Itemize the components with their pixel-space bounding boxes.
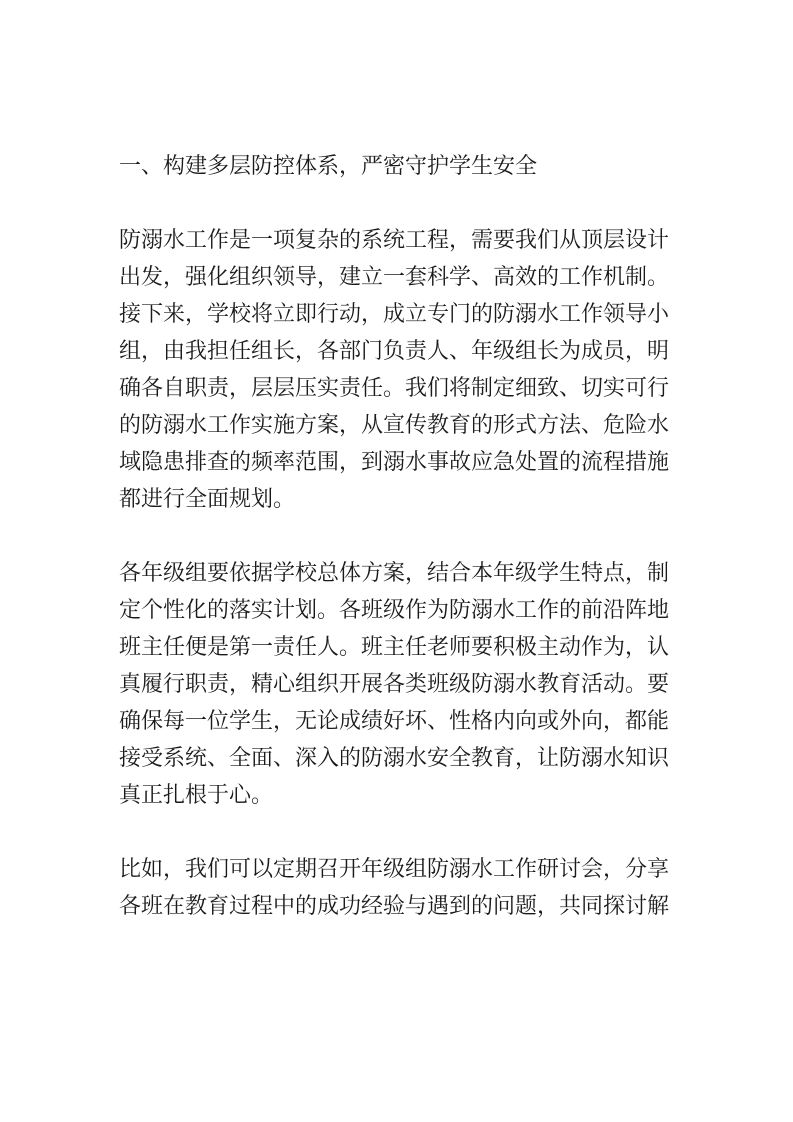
paragraph-line: 各年级组要依据学校总体方案，结合本年级学生特点，制	[119, 561, 670, 586]
paragraph-line: 出发，强化组织领导，建立一套科学、高效的工作机制。	[119, 265, 670, 290]
paragraph-line: 的防溺水工作实施方案，从宣传教育的形式方法、危险水	[119, 413, 670, 438]
paragraph-line: 真正扎根于心。	[119, 783, 274, 808]
paragraph-1	[119, 222, 677, 518]
paragraph-line: 域隐患排查的频率范围，到溺水事故应急处置的流程措施	[119, 450, 670, 475]
document-body	[119, 148, 677, 962]
paragraph-line: 接下来，学校将立即行动，成立专门的防溺水工作领导小	[119, 302, 670, 327]
paragraph-3	[119, 851, 677, 925]
paragraph-line: 班主任便是第一责任人。班主任老师要积极主动作为，认	[119, 635, 670, 660]
paragraph-line: 接受系统、全面、深入的防溺水安全教育，让防溺水知识	[119, 746, 670, 771]
paragraph-line: 确各自职责，层层压实责任。我们将制定细致、切实可行	[119, 376, 670, 401]
paragraph-2	[119, 555, 677, 814]
paragraph-line: 真履行职责，精心组织开展各类班级防溺水教育活动。要	[119, 672, 670, 697]
paragraph-line: 定个性化的落实计划。各班级作为防溺水工作的前沿阵地	[119, 598, 670, 623]
paragraph-line: 比如，我们可以定期召开年级组防溺水工作研讨会，分享	[119, 857, 670, 882]
paragraph-line: 组，由我担任组长，各部门负责人、年级组长为成员，明	[119, 339, 670, 364]
paragraph-line: 都进行全面规划。	[119, 487, 296, 512]
section-heading: 一、构建多层防控体系，严密守护学生安全	[119, 154, 538, 179]
paragraph-line: 防溺水工作是一项复杂的系统工程，需要我们从顶层设计	[119, 228, 670, 253]
paragraph-line: 确保每一位学生，无论成绩好坏、性格内向或外向，都能	[119, 709, 670, 734]
paragraph-line: 各班在教育过程中的成功经验与遇到的问题，共同探讨解	[119, 894, 670, 919]
